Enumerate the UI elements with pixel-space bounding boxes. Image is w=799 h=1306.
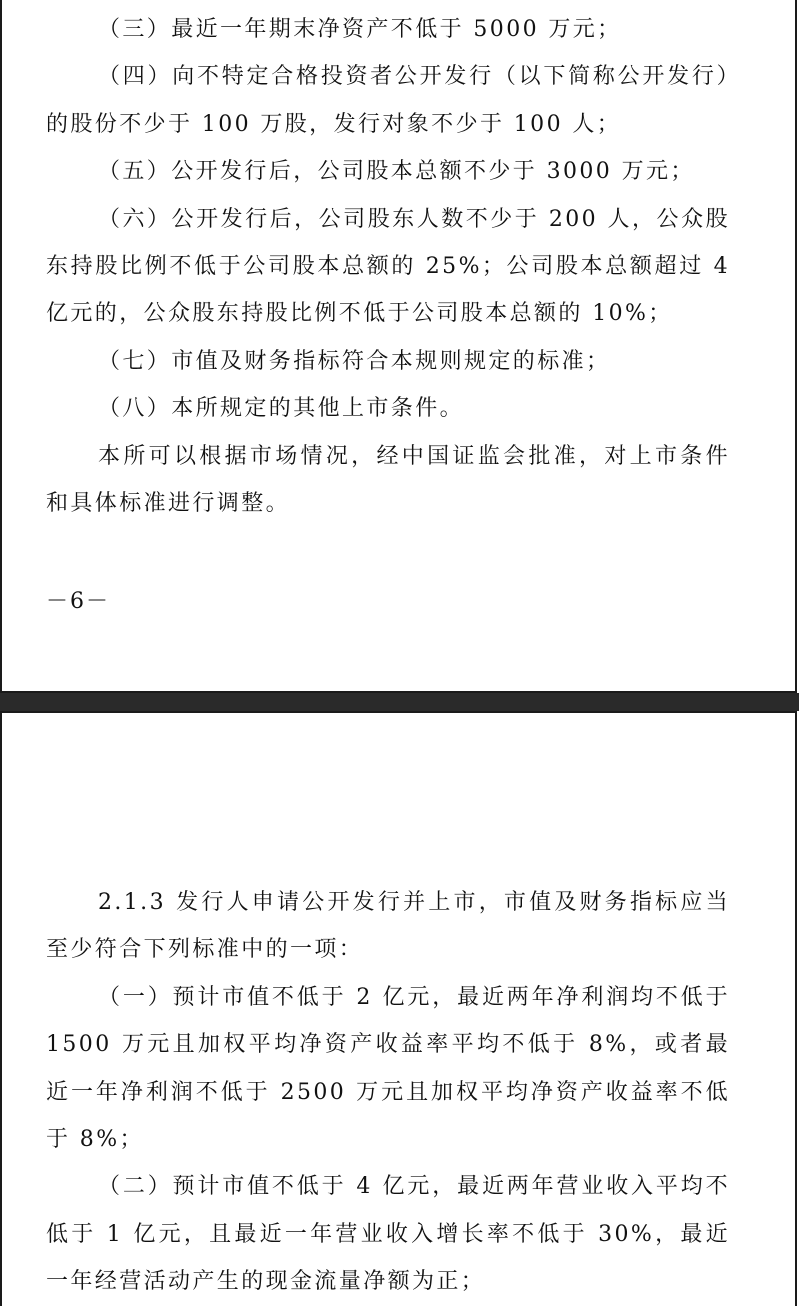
document-page-7 <box>0 711 797 1306</box>
standard-2: （二）预计市值不低于 4 亿元，最近两年营业收入平均不低于 1 亿元，且最近一年营业收入增长率不低于 30%，最近一年经营活动产生的现金流量净额为正； <box>46 1174 730 1295</box>
page-separator <box>0 693 799 711</box>
clause-7: （七）市值及财务指标符合本规则规定的标准； <box>98 348 611 374</box>
clause-4: （四）向不特定合格投资者公开发行（以下简称公开发行）的股份不少于 100 万股，发行对象不少于 100 人； <box>46 64 730 137</box>
adjustment-paragraph: 本所可以根据市场情况，经中国证监会批准，对上市条件和具体标准进行调整。 <box>46 443 730 517</box>
page-number: －6－ <box>46 589 110 614</box>
page-7-body <box>46 879 730 1306</box>
clause-3: （三）最近一年期末净资产不低于 5000 万元； <box>98 17 622 42</box>
standard-1: （一）预计市值不低于 2 亿元，最近两年净利润均不低于 1500 万元且加权平均净资产收益率平均不低于 8%，或者最近一年净利润不低于 2500 万元且加权平均净资产收益率不低于 8%； <box>46 984 730 1153</box>
page-6-body <box>46 6 730 527</box>
article-2-1-3: 2.1.3 发行人申请公开发行并上市，市值及财务指标应当至少符合下列标准中的一项： <box>46 890 730 963</box>
clause-6: （六）公开发行后，公司股东人数不少于 200 人，公众股东持股比例不低于公司股本总额的 25%；公司股本总额超过 4 亿元的，公众股东持股比例不低于公司股本总额的 10%； <box>46 206 730 327</box>
clause-5: （五）公开发行后，公司股本总额不少于 3000 万元； <box>98 159 695 185</box>
clause-8: （八）本所规定的其他上市条件。 <box>98 396 465 422</box>
